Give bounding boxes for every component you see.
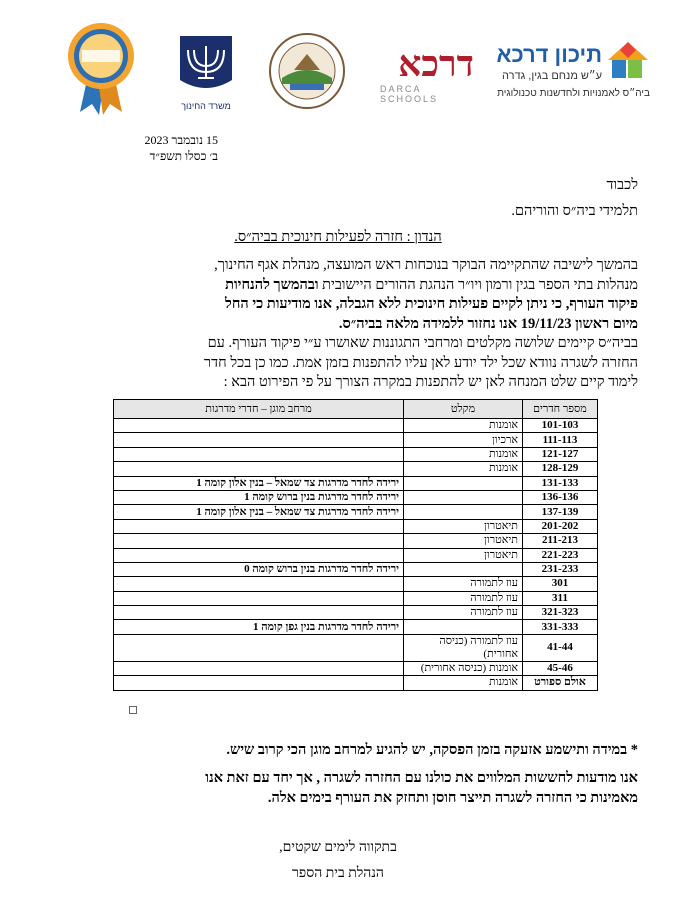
para1-line-a: בהמשך לישיבה שהתקיימה הבוקר בנוכחות ראש המועצה, מנהלת אגף החינוך, <box>214 257 638 273</box>
room-number-cell: אולם ספורט <box>523 676 598 690</box>
protected-space-cell <box>114 548 404 562</box>
shelter-cell <box>404 476 523 490</box>
closing-line-b: מאמינות כי החזרה לשגרה תייצר חוסן ותחזק את העורף בימים אלה. <box>267 789 638 806</box>
header-rooms: מספר חדרים <box>523 400 598 419</box>
table-end-marker <box>129 706 137 714</box>
shelter-cell: אומנות <box>404 419 523 433</box>
alarm-note: * במידה ותישמע אזעקה בזמן הפסקה, יש להגיע למרחב מוגן הכי קרוב שיש. <box>226 742 638 758</box>
shelter-cell: עוז לתמורה <box>404 577 523 591</box>
room-number-cell: 231-233 <box>523 562 598 576</box>
table-row <box>114 676 598 690</box>
gedera-council-logo <box>268 32 346 110</box>
ministry-caption: משרד החינוך <box>181 101 231 111</box>
table-row <box>114 505 598 519</box>
room-number-cell: 128-129 <box>523 462 598 476</box>
table-row <box>114 519 598 533</box>
shelter-cell: עוז לתמורה <box>404 591 523 605</box>
protected-space-cell <box>114 419 404 433</box>
table-header-row <box>114 400 598 419</box>
table-row <box>114 591 598 605</box>
protected-space-cell: ירידה לחדר מדרגות בנין ברוש קומה 1 <box>114 490 404 504</box>
table-row <box>114 476 598 490</box>
room-number-cell: 211-213 <box>523 534 598 548</box>
protected-space-cell: ירידה לחדר מדרגות צד שמאל – בנין אלון קומה 1 <box>114 476 404 490</box>
room-number-cell: 137-139 <box>523 505 598 519</box>
protected-space-cell <box>114 519 404 533</box>
header-shelter: מקלט <box>404 400 523 419</box>
darca-logo-text: דרכא <box>398 43 474 85</box>
tichon-title: תיכון דרכא <box>496 42 602 67</box>
room-number-cell: 131-133 <box>523 476 598 490</box>
award-medal-logo <box>66 20 136 116</box>
table-row <box>114 577 598 591</box>
room-number-cell: 321-323 <box>523 606 598 620</box>
tichon-subtitle-2: ביה״ס לאמנויות ולחדשנות טכנולוגית <box>497 88 650 99</box>
protected-space-cell <box>114 606 404 620</box>
subject-line <box>0 228 676 248</box>
protected-space-cell <box>114 634 404 661</box>
room-number-cell: 111-113 <box>523 433 598 447</box>
protected-space-cell: ירידה לחדר מדרגות בנין ברוש קומה 0 <box>114 562 404 576</box>
room-number-cell: 136-136 <box>523 490 598 504</box>
shelter-cell: אומנות <box>404 676 523 690</box>
shelter-cell <box>404 505 523 519</box>
room-number-cell: 121-127 <box>523 447 598 461</box>
table-row <box>114 562 598 576</box>
protected-space-cell <box>114 433 404 447</box>
para1-line-b-bold: ובהמשך להנחיות <box>225 276 319 293</box>
shelter-cell <box>404 620 523 634</box>
gregorian-date: 15 נובמבר 2023 <box>144 133 218 147</box>
signature-line-2: הנהלת בית הספר <box>292 866 384 881</box>
header-protected: מרחב מוגן – חדרי מדרגות <box>114 400 404 419</box>
shelter-cell <box>404 562 523 576</box>
shelter-cell: תיאטרון <box>404 519 523 533</box>
para2-line-a: בביה״ס קיימים שלושה מקלטים ומרחבי התגוננות שאושרו ע״י פיקוד העורף. עם <box>207 335 638 351</box>
shelter-cell: אומנות <box>404 462 523 476</box>
protected-space-cell <box>114 447 404 461</box>
house-icon <box>606 40 650 84</box>
room-number-cell: 45-46 <box>523 661 598 675</box>
subject-text: הנדון : חזרה לפעילות חינוכית בביה״ס. <box>234 229 442 245</box>
protected-space-cell <box>114 534 404 548</box>
room-number-cell: 311 <box>523 591 598 605</box>
protected-space-cell <box>114 577 404 591</box>
table-row <box>114 534 598 548</box>
protected-space-cell: ירידה לחדר מדרגות צד שמאל – בנין אלון קומה 1 <box>114 505 404 519</box>
room-number-cell: 221-223 <box>523 548 598 562</box>
shelter-cell: עוז לתמורה <box>404 606 523 620</box>
paragraph-2 <box>38 334 638 393</box>
greeting-to: לכבוד <box>606 177 638 193</box>
recipients: תלמידי ביה״ס והוריהם. <box>511 203 638 219</box>
table-row <box>114 606 598 620</box>
table-row <box>114 490 598 504</box>
table-row <box>114 447 598 461</box>
shelter-cell: ארכיון <box>404 433 523 447</box>
para1-line-d: מיום ראשון 19/11/23 אנו נחזור ללמידה מלאה בביה״ס. <box>338 315 638 332</box>
table-row <box>114 433 598 447</box>
para1-line-b-text: מנהלות בתי הספר בגין ורמון ויו״ר הנהגת ההורים היישובית <box>318 276 638 293</box>
darca-logo-subtitle: DARCA SCHOOLS <box>380 84 439 104</box>
hebrew-date: ב׳ כסלו תשפ״ד <box>149 149 218 163</box>
table-row <box>114 419 598 433</box>
room-number-cell: 41-44 <box>523 634 598 661</box>
room-number-cell: 331-333 <box>523 620 598 634</box>
shelter-cell <box>404 490 523 504</box>
darca-logo <box>380 43 474 104</box>
shelter-cell: אומנות <box>404 447 523 461</box>
table-row <box>114 462 598 476</box>
room-number-cell: 301 <box>523 577 598 591</box>
table-row <box>114 661 598 675</box>
room-number-cell: 201-202 <box>523 519 598 533</box>
paragraph-1 <box>38 256 638 334</box>
table-row <box>114 548 598 562</box>
tichon-darca-logo <box>496 38 650 108</box>
shelter-cell: תיאטרון <box>404 548 523 562</box>
closing-paragraph <box>38 769 638 808</box>
protected-space-cell <box>114 661 404 675</box>
shelter-cell: תיאטרון <box>404 534 523 548</box>
para2-line-b: החזרה לשגרה נוודא שכל ילד יודע לאן עליו להתפנות בזמן אמת. כמו כן בכל חדר <box>204 354 638 371</box>
protected-space-cell <box>114 676 404 690</box>
ministry-of-education-logo <box>176 32 236 110</box>
protected-space-cell <box>114 462 404 476</box>
para2-line-c: לימוד קיים שלט המנחה לאן יש להתפנות במקרה הצורך על פי הפירוט הבא : <box>223 374 638 390</box>
signature-line-1: בתקווה לימים שקטים, <box>279 840 397 855</box>
table-row <box>114 634 598 661</box>
shelter-cell: אומנות (כניסה אחורית) <box>404 661 523 675</box>
protected-space-cell <box>114 591 404 605</box>
closing-line-a: אנו מודעות לחששות המלווים את כולנו עם החזרה לשגרה , אך יחד עם זאת אנו <box>205 770 638 786</box>
table-row <box>114 620 598 634</box>
para1-line-b <box>38 276 638 296</box>
para1-line-c: פיקוד העורף, כי ניתן לקיים פעילות חינוכית ללא הגבלה, אנו מודיעות כי החל <box>225 296 638 312</box>
room-number-cell: 101-103 <box>523 419 598 433</box>
evacuation-table <box>113 399 598 691</box>
tichon-subtitle-1: ע״ש מנחם בגין, גדרה <box>501 70 602 82</box>
shelter-cell: עוז לתמורה (כניסה אחורית) <box>404 634 523 661</box>
protected-space-cell: ירידה לחדר מדרגות בנין גפן קומה 1 <box>114 620 404 634</box>
